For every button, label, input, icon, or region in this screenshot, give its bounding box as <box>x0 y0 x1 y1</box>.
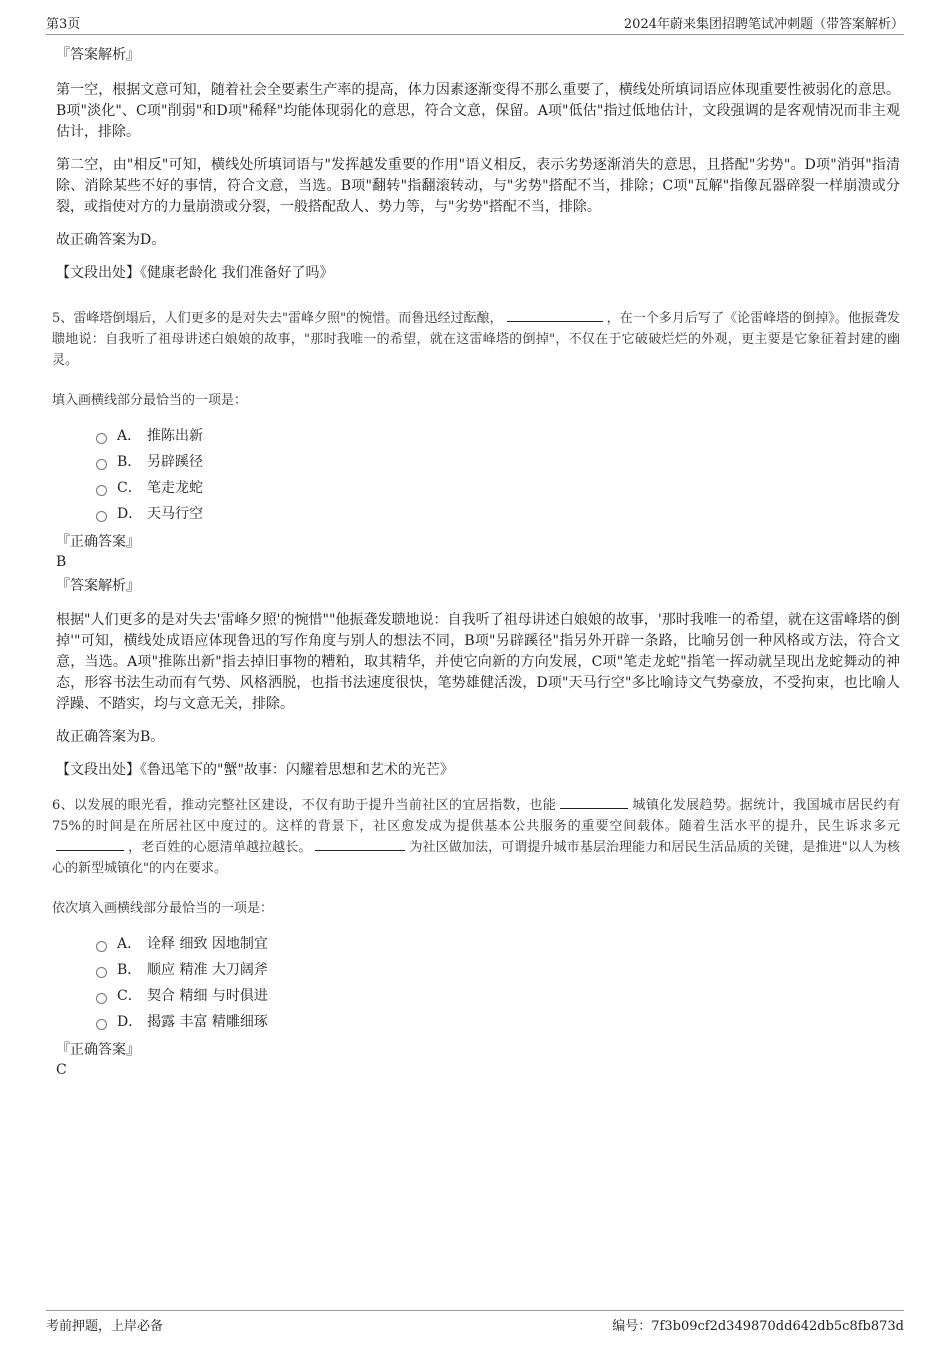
radio-icon[interactable] <box>96 941 107 952</box>
question-6: 6、以发展的眼光看，推动完整社区建设，不仅有助于提升当前社区的宜居指数，也能 城镇化发展趋势。据统计，我国城市居民约有75%的时间是在所居社区中度过的。这样的背景下，社区愈发成为提供基本公共服务的重要空间载体。随着生活水平的提升，民生诉求多元，老百姓的心愿清单越拉越长。 为社区做加法，可谓提升城市基层治理能力和居民生活品质的关键，是推进"以人为核心的新型城镇化"的内在要求。 <box>52 795 900 879</box>
option-d[interactable]: D． 天马行空 <box>96 500 900 526</box>
analysis-para: 根据"人们更多的是对失去'雷峰夕照'的惋惜""他振聋发聩地说：自我听了祖母讲述白娘娘的故事，'那时我唯一的希望，就在这雷峰塔的倒掉'"可知，横线处成语应体现鲁迅的写作角度与别人的想法不同，B项"另辟蹊径"指另外开辟一条路，比喻另创一种风格或方法，符合文意，当选。A项"推陈出新"指去掉旧事物的糟粕，取其精华，并使它向新的方向发展，C项"笔走龙蛇"指笔一挥动就呈现出龙蛇舞动的神态，形容书法生动而有气势、风格洒脱，也指书法速度很快，笔势雄健活泼，D项"天马行空"多比喻诗文气势豪放，不受拘束，也比喻人浮躁、不踏实，均与文意无关，排除。 <box>56 612 900 712</box>
conclusion: 故正确答案为B。 <box>56 729 165 745</box>
question-5-prompt: 填入画横线部分最恰当的一项是： <box>52 393 248 408</box>
question-6-prompt: 依次填入画横线部分最恰当的一项是： <box>52 901 274 916</box>
page-header <box>46 12 904 35</box>
answer-blank <box>315 837 405 851</box>
document-id: 编号：7f3b09cf2d349870dd642db5c8fb873d <box>612 1319 904 1334</box>
radio-icon[interactable] <box>96 993 107 1004</box>
analysis-label: 『答案解析』 <box>56 578 140 594</box>
question-5-options <box>96 422 900 526</box>
footer-slogan: 考前押题，上岸必备 <box>46 1319 164 1334</box>
radio-icon[interactable] <box>96 433 107 444</box>
source-citation: 【文段出处】《健康老龄化 我们准备好了吗》 <box>56 265 334 281</box>
question-5-text-before: 5、雷峰塔倒塌后，人们更多的是对失去"雷峰夕照"的惋惜。而鲁迅经过酝酿， <box>52 311 503 326</box>
correct-answer-label: 『正确答案』 <box>56 1042 140 1058</box>
analysis-para-1: 第一空，根据文意可知，随着社会全要素生产率的提高，体力因素逐渐变得不那么重要了，横线处所填词语应体现重要性被弱化的意思。B项"淡化"、C项"削弱"和D项"稀释"均能体现弱化的意思，符合文意，保留。A项"低估"指过低地估计，文段强调的是客观情况而非主观估计，排除。 <box>56 82 900 140</box>
conclusion: 故正确答案为D。 <box>56 232 166 248</box>
question-6-options <box>96 930 900 1034</box>
radio-icon[interactable] <box>96 511 107 522</box>
question-5 <box>52 308 900 371</box>
option-b[interactable]: B． 另辟蹊径 <box>96 448 900 474</box>
option-c[interactable]: C． 契合 精细 与时俱进 <box>96 982 900 1008</box>
option-d[interactable]: D． 揭露 丰富 精雕细琢 <box>96 1008 900 1034</box>
radio-icon[interactable] <box>96 485 107 496</box>
option-b[interactable]: B． 顺应 精准 大刀阔斧 <box>96 956 900 982</box>
document-title: 2024年蔚来集团招聘笔试冲刺题（带答案解析） <box>623 17 904 32</box>
analysis-label: 『答案解析』 <box>56 47 140 63</box>
main-content <box>52 44 900 1080</box>
answer-blank <box>507 308 603 322</box>
radio-icon[interactable] <box>96 459 107 470</box>
source-citation: 【文段出处】《鲁迅笔下的"蟹"故事：闪耀着思想和艺术的光芒》 <box>56 762 454 778</box>
page-number: 第3页 <box>46 17 81 32</box>
option-a[interactable]: A． 诠释 细致 因地制宜 <box>96 930 900 956</box>
radio-icon[interactable] <box>96 967 107 978</box>
page-footer <box>46 1310 904 1335</box>
analysis-para-2: 第二空，由"相反"可知，横线处所填词语与"发挥越发重要的作用"语义相反，表示劣势逐渐消失的意思，且搭配"劣势"。D项"消弭"指清除、消除某些不好的事情，符合文意，当选。B项"翻转"指翻滚转动，与"劣势"搭配不当，排除；C项"瓦解"指像瓦器碎裂一样崩溃或分裂，或指使对方的力量崩溃或分裂，一般搭配敌人、势力等，与"劣势"搭配不当，排除。 <box>56 157 900 215</box>
correct-answer-label: 『正确答案』 <box>56 534 140 550</box>
radio-icon[interactable] <box>96 1019 107 1030</box>
correct-answer: B <box>56 554 67 570</box>
correct-answer: C <box>56 1062 67 1078</box>
option-c[interactable]: C． 笔走龙蛇 <box>96 474 900 500</box>
answer-blank <box>560 795 628 809</box>
answer-blank <box>56 837 124 851</box>
question-5-text-after: ，在一个多月后写了《论雷峰塔的倒掉》。他振聋发聩地说：自我听了祖母讲述白娘娘的故事，"那时我唯一的希望，就在这雷峰塔的倒掉"，不仅在于它破破烂烂的外观，更主要是它象征着封建的幽灵。 <box>52 311 900 368</box>
option-a[interactable]: A． 推陈出新 <box>96 422 900 448</box>
